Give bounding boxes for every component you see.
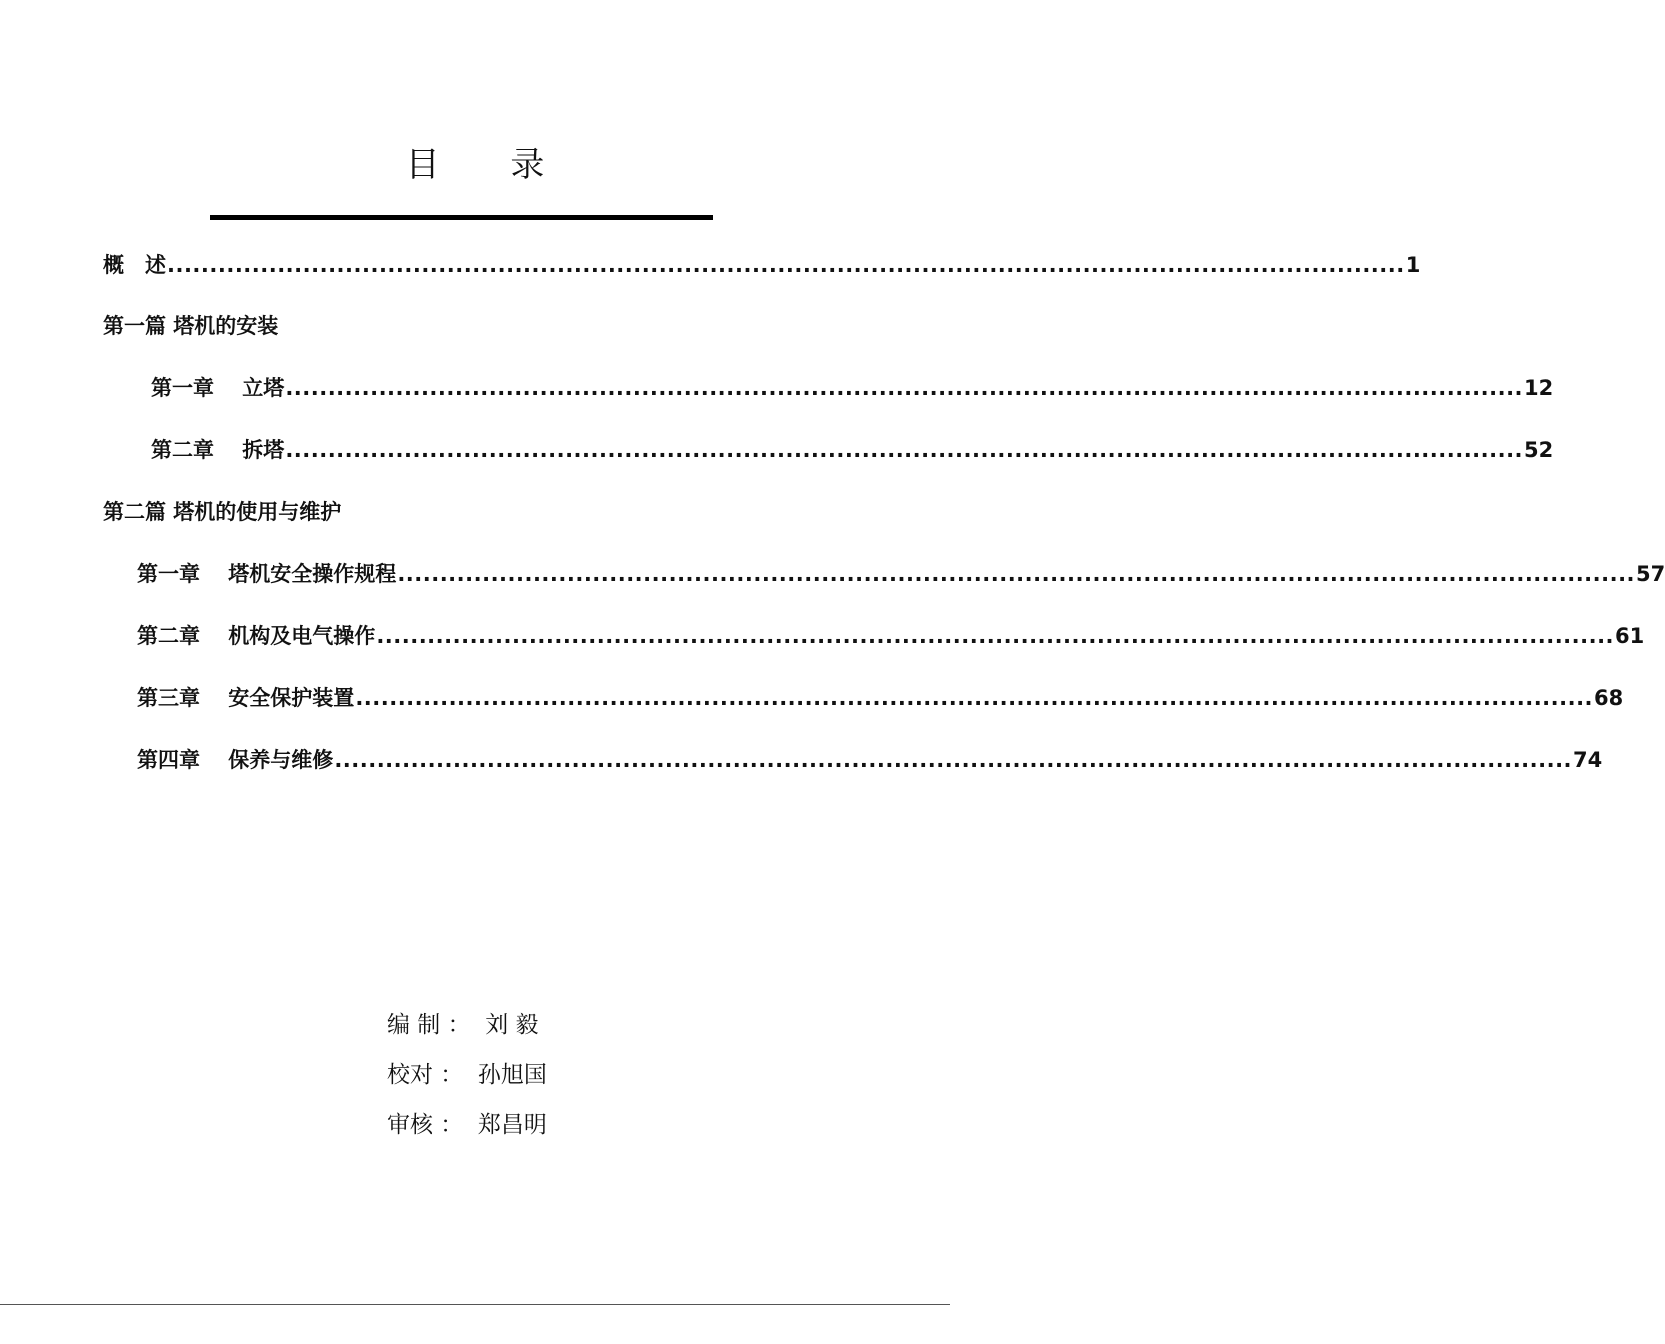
toc-entry-label: 第一章 塔机安全操作规程 bbox=[137, 562, 397, 586]
toc-entry-chapter[interactable] bbox=[137, 683, 1624, 713]
toc-page-number: 74 bbox=[1573, 748, 1603, 772]
dot-leader: .................................................................................................................................................. bbox=[285, 438, 1524, 462]
toc-entry-label: 第二章 拆塔 bbox=[151, 438, 285, 462]
toc-page-number: 1 bbox=[1405, 253, 1421, 277]
dot-leader: .................................................................................................................................................. bbox=[334, 748, 1573, 772]
page-bottom-rule bbox=[0, 1304, 950, 1305]
toc-entry-label: 第一章 立塔 bbox=[151, 376, 285, 400]
dot-leader: .................................................................................................................................................. bbox=[285, 376, 1524, 400]
dot-leader: .................................................................................................................................................. bbox=[167, 253, 1405, 277]
dot-leader: .................................................................................................................................................. bbox=[376, 624, 1615, 648]
toc-part-heading: 第二篇 塔机的使用与维护 bbox=[103, 500, 342, 524]
toc-entry-label: 第二章 机构及电气操作 bbox=[137, 624, 376, 648]
toc-entry-chapter[interactable] bbox=[137, 621, 1645, 651]
toc-page-number: 57 bbox=[1636, 562, 1665, 586]
toc-entry-label: 第四章 保养与维修 bbox=[137, 748, 334, 772]
dot-leader: .................................................................................................................................................. bbox=[397, 562, 1636, 586]
title-underline bbox=[210, 215, 713, 220]
credit-reviewer: 审核 ： 郑昌明 bbox=[387, 1112, 547, 1138]
credit-editor: 编 制 ： 刘 毅 bbox=[387, 1012, 539, 1038]
toc-entry-label: 概 述 bbox=[103, 253, 166, 277]
toc-entry-chapter[interactable] bbox=[137, 745, 1603, 775]
credit-proofreader: 校对 ： 孙旭国 bbox=[387, 1062, 547, 1088]
credits-block bbox=[387, 1008, 707, 1158]
dot-leader: .................................................................................................................................................. bbox=[355, 686, 1594, 710]
toc-entry-label: 第三章 安全保护装置 bbox=[137, 686, 355, 710]
toc-page-number: 12 bbox=[1524, 376, 1554, 400]
toc-page-number: 52 bbox=[1524, 438, 1554, 462]
toc-part-heading: 第一篇 塔机的安装 bbox=[103, 314, 279, 338]
page-title: 目 录 bbox=[405, 145, 575, 185]
toc-entry-chapter[interactable] bbox=[137, 559, 1665, 589]
toc-entry-chapter[interactable] bbox=[151, 373, 1554, 403]
toc-entry-overview[interactable] bbox=[103, 250, 1421, 280]
toc-entry-chapter[interactable] bbox=[151, 435, 1554, 465]
toc-page-number: 61 bbox=[1615, 624, 1645, 648]
toc-page-number: 68 bbox=[1594, 686, 1624, 710]
